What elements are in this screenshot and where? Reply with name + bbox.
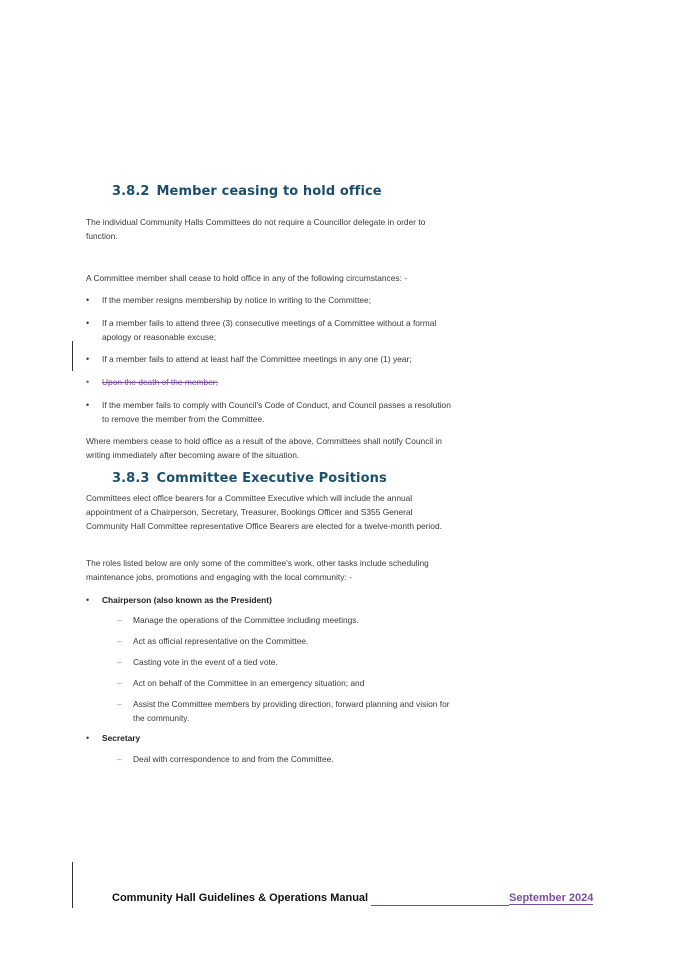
list-item: • If the member resigns membership by notice in writing to the Committee; [86, 295, 372, 305]
role-chairperson: • Chairperson (also known as the President) [86, 595, 272, 605]
bullet-icon: • [86, 400, 90, 410]
duty-item: – Assist the Committee members by providing direction, forward planning and vision for the community. [117, 699, 450, 723]
section-3-8-3-heading [112, 471, 387, 486]
duty-item: – Casting vote in the event of a tied vote. [117, 657, 278, 667]
revision-bar [72, 341, 73, 371]
bullet-icon: • [86, 354, 90, 364]
intro-paragraph: The individual Community Halls Committees do not require a Councillor delegate in order to function. [86, 217, 426, 241]
dash-icon: – [117, 754, 122, 764]
lead-paragraph: A Committee member shall cease to hold office in any of the following circumstances: - [86, 273, 408, 283]
bullet-icon: • [86, 733, 90, 743]
dash-icon: – [117, 678, 122, 688]
duty-item: – Deal with correspondence to and from the Committee. [117, 754, 334, 764]
list-item: • If a member fails to attend at least half the Committee meetings in any one (1) year; [86, 354, 412, 364]
section-title: Committee Executive Positions [156, 471, 387, 486]
closing-paragraph: Where members cease to hold office as a result of the above, Committees shall notify Council in writing immediately after becoming aware of the situation. [86, 436, 442, 460]
section-number: 3.8.2 [112, 184, 150, 199]
duty-item: – Act on behalf of the Committee in an emergency situation; and [117, 678, 365, 688]
duty-item: – Manage the operations of the Committee including meetings. [117, 615, 359, 625]
footer-date: September 2024 [509, 892, 594, 904]
list-item: • If the member fails to comply with Council's Code of Conduct, and Council passes a resolution to remove the member from the Committee. [86, 400, 451, 424]
bullet-icon: • [86, 318, 90, 328]
list-item: • If a member fails to attend three (3) consecutive meetings of a Committee without a formal apology or reasonable excuse; [86, 318, 437, 342]
dash-icon: – [117, 636, 122, 646]
revision-bar [72, 862, 73, 908]
footer-title: Community Hall Guidelines & Operations Manual [112, 892, 369, 904]
bullet-icon: • [86, 595, 90, 605]
dash-icon: – [117, 699, 122, 709]
footer-rule [371, 905, 509, 906]
duty-item: – Act as official representative on the Committee. [117, 636, 309, 646]
roles-paragraph: The roles listed below are only some of the committee's work, other tasks include scheduling maintenance jobs, promotions and engaging with the local community: - [86, 558, 429, 582]
executive-paragraph: Committees elect office bearers for a Committee Executive which will include the annual appointment of a Chairperson, Secretary, Treasurer, Bookings Officer and S355 General Community Hall Committee representative Office Bearers are elected for a twelve-month period. [86, 493, 442, 531]
bullet-icon: • [86, 295, 90, 305]
dash-icon: – [117, 657, 122, 667]
section-title: Member ceasing to hold office [156, 184, 382, 199]
bullet-icon: • [86, 377, 90, 387]
dash-icon: – [117, 615, 122, 625]
section-3-8-2-heading [112, 184, 382, 199]
role-secretary: • Secretary [86, 733, 141, 743]
list-item-deleted: • Upon the death of the member; [86, 377, 218, 387]
section-number: 3.8.3 [112, 471, 150, 486]
